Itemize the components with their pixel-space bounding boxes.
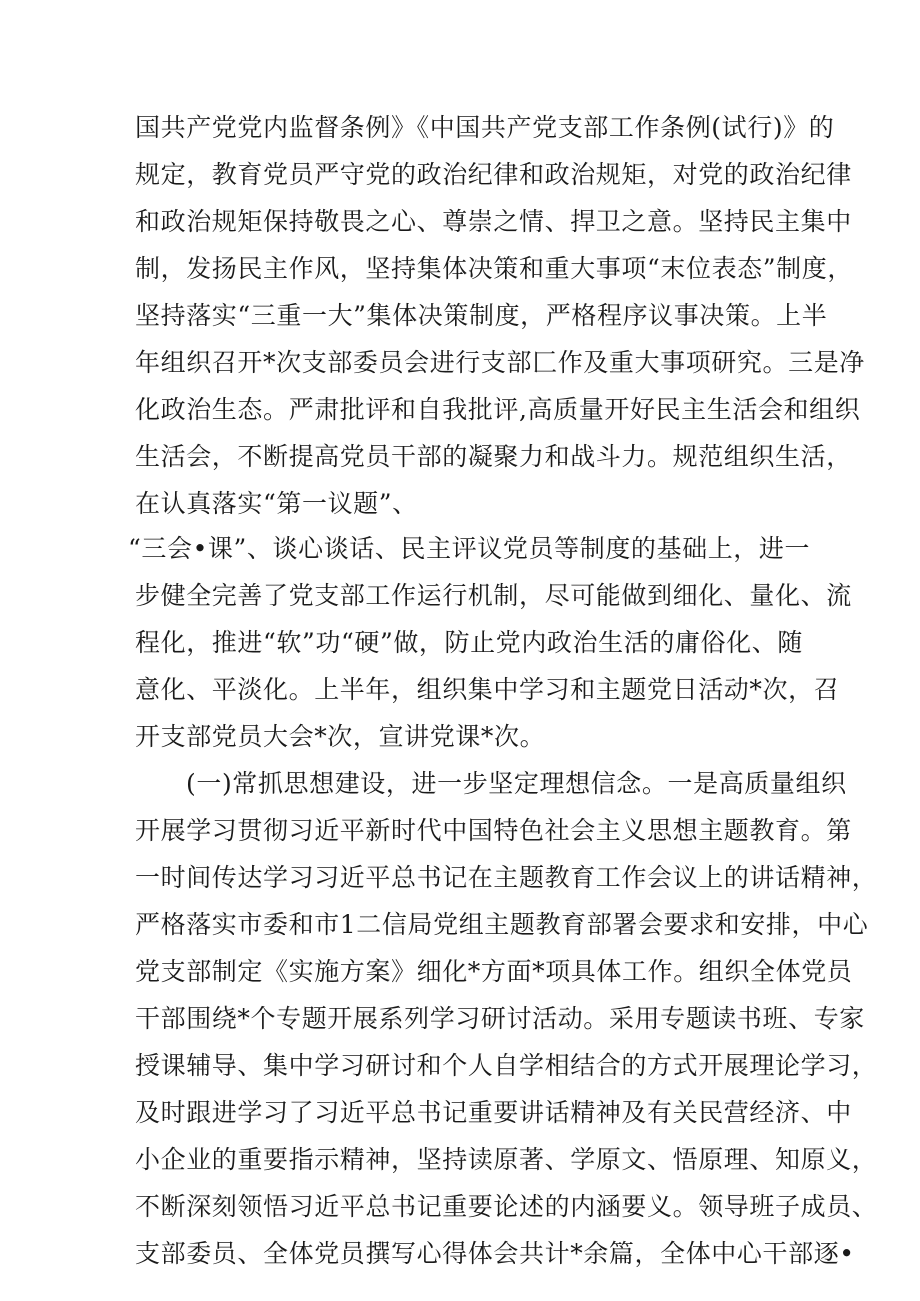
- text-line: 一时间传达学习习近平总书记在主题教育工作会议上的讲话精神，: [135, 863, 878, 892]
- text-line: 步健全完善了党支部工作运行机制，尽可能做到细化、量化、流: [135, 581, 852, 610]
- text-line: 小企业的重要指示精神，坚持读原著、学原文、悟原理、知原义，: [135, 1145, 878, 1174]
- text-line: 支部委员、全体党员撰写心得体会共计*余篇，全体中心干部逐•: [135, 1239, 855, 1268]
- text-line: 年组织召开*次支部委员会进行支部匚作及重大事项研究。三是净: [135, 348, 865, 377]
- text-line: 坚持落实“三重一大”集体决策制度，严格程序议事决策。上半: [135, 301, 828, 330]
- text-line: 严格落实市委和市1二信局党组主题教育部署会要求和安排，中心: [135, 910, 869, 939]
- text-line: 不断深刻领悟习近平总书记重要论述的内涵要义。领导班子成员、: [135, 1192, 878, 1221]
- text-line: 化政治生态。严肃批评和自我批评,高质量开好民主生活会和组织: [135, 395, 861, 424]
- text-line: 开支部党员大会*次，宣讲党课*次。: [135, 722, 546, 751]
- text-line: 制，发扬民主作风，坚持集体决策和重大事项“末位表态”制度，: [135, 254, 853, 283]
- text-line: 授课辅导、集中学习研讨和个人自学相结合的方式开展理论学习，: [135, 1051, 878, 1080]
- text-line: (一)常抓思想建设，进一步坚定理想信念。一是高质量组织: [186, 769, 847, 798]
- text-line: 规定，教育党员严守党的政治纪律和政治规矩，对党的政治纪律: [135, 160, 852, 189]
- text-line: 党支部制定《实施方案》细化*方面*项具体工作。组织全体党员: [135, 957, 853, 986]
- text-line: 在认真落实“第一议题”、: [135, 489, 418, 518]
- text-line: “三会•课”、谈心谈话、民主评议党员等制度的基础上，进一: [128, 534, 811, 563]
- text-line: 和政治规矩保持敬畏之心、尊崇之情、捍卫之意。坚持民主集中: [135, 207, 852, 236]
- text-line: 意化、平淡化。上半年，组织集中学习和主题党日活动*次，召: [135, 675, 840, 704]
- text-line: 程化，推进“软”功“硬”做，防止党内政治生活的庸俗化、随: [135, 628, 803, 657]
- text-line: 开展学习贯彻习近平新时代中国特色社会主义思想主题教育。第: [135, 816, 852, 845]
- text-line: 国共产党党内监督条例》《中国共产党支部工作条例(试行)》的: [135, 113, 835, 142]
- text-line: 及时跟进学习了习近平总书记重要讲话精神及有关民营经济、中: [135, 1098, 852, 1127]
- text-line: 干部围绕*个专题开展系列学习研讨活动。采用专题读书班、专家: [135, 1004, 865, 1033]
- text-line: 生活会，不断提高党员干部的凝聚力和战斗力。规范组织生活，: [135, 442, 852, 471]
